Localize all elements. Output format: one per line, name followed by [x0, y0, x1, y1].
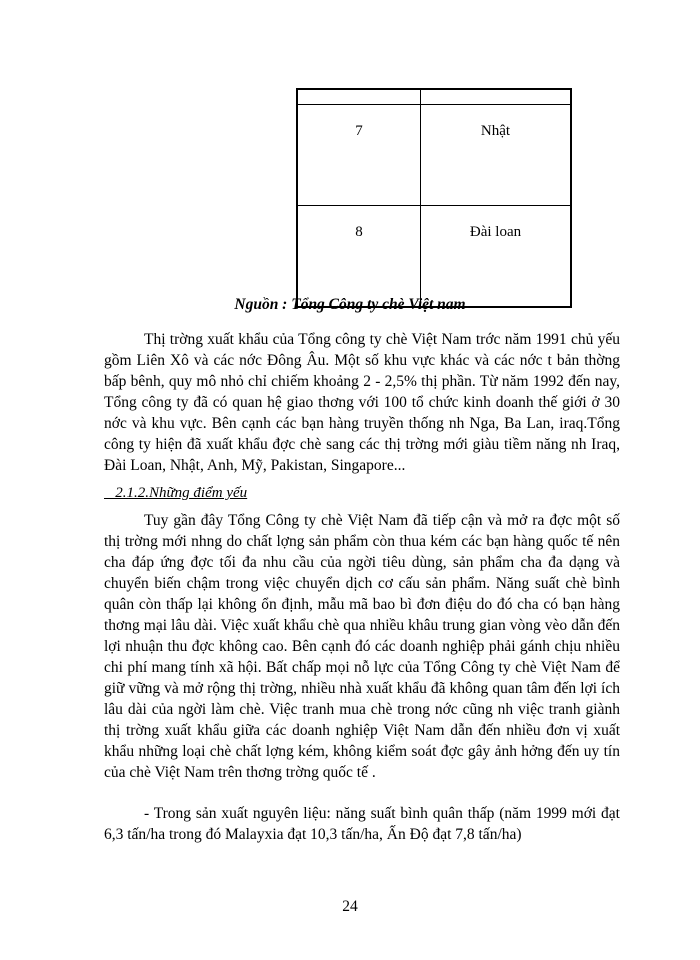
table-cell-no — [297, 89, 421, 105]
country-table — [296, 88, 572, 308]
paragraph-raw-materials: - Trong sản xuất nguyên liệu: năng suất bình quân thấp (năm 1999 mới đạt 6,3 tấn/ha trong đó Malayxia đạt 10,3 tấn/ha, Ấn Độ đạt 7,8 tấn/ha) — [104, 805, 620, 843]
table-cell-country — [421, 89, 572, 105]
table-cell-no: 7 — [297, 105, 421, 206]
table-source-caption: Nguồn : Tổng Công ty chè Việt nam — [234, 296, 466, 313]
table-cell-country: Đài loan — [421, 206, 572, 308]
table-row — [297, 89, 571, 105]
table-cell-country: Nhật — [421, 105, 572, 206]
paragraph-weaknesses: Tuy gần đây Tổng Công ty chè Việt Nam đã tiếp cận và mở ra đợc một số thị trờng mới nhng do chất lợng sản phẩm còn thua kém các bạn hàng quốc tế nên cha đáp ứng đợc tối đa nhu cầu của ngời tiêu dùng, sản phẩm cha đa dạng và chuyển biến chậm trong việc chuyển dịch cơ cấu sản phẩm. Năng suất chè bình quân còn thấp lại không ổn định, mẫu mã bao bì đơn điệu do đó cha có bạn hàng thơng mại lâu dài. Việc xuất khẩu chè qua nhiều khâu trung gian vòng vèo dẫn đến lợi nhuận thu đợc không cao. Bên cạnh đó các doanh nghiệp phải gánh chịu nhiều chi phí mang tính xã hội. Bất chấp mọi nỗ lực của Tổng Công ty chè Việt Nam để giữ vững và mở rộng thị trờng, nhiều nhà xuất khẩu đã không quan tâm đến lợi ích lâu dài của ngời làm chè. Việc tranh mua chè trong nớc cũng nh việc tranh giành thị trờng xuất khẩu giữa các doanh nghiệp Việt Nam dẫn đến nhiều đơn vị xuất khẩu những loại chè chất lợng kém, không kiểm soát đợc gây ảnh hởng đến uy tín của chè Việt Nam trên thơng trờng quốc tế . — [104, 512, 620, 781]
paragraph-market-history: Thị trờng xuất khẩu của Tổng công ty chè Việt Nam trớc năm 1991 chủ yếu gồm Liên Xô và các nớc Đông Âu. Một số khu vực khác và các nớc t bản thờng bấp bênh, quy mô nhỏ chỉ chiếm khoảng 2 - 2,5% thị phần. Từ năm 1992 đến nay, Tổng công ty đã có quan hệ giao thơng với 100 tổ chức kinh doanh thế giới ở 30 nớc và khu vực. Bên cạnh các bạn hàng truyền thống nh Nga, Ba Lan, iraq.Tổng công ty hiện đã xuất khẩu đợc chè sang các thị trờng mới giàu tiềm năng nh Iraq, Đài Loan, Nhật, Anh, Mỹ, Pakistan, Singapore... — [104, 331, 620, 474]
page-number: 24 — [342, 898, 358, 915]
table-cell-no: 8 — [297, 206, 421, 308]
section-heading-weaknesses: 2.1.2.Những điểm yếu — [104, 485, 248, 501]
table-row — [297, 206, 571, 308]
source-table — [296, 88, 572, 308]
table-row — [297, 105, 571, 206]
